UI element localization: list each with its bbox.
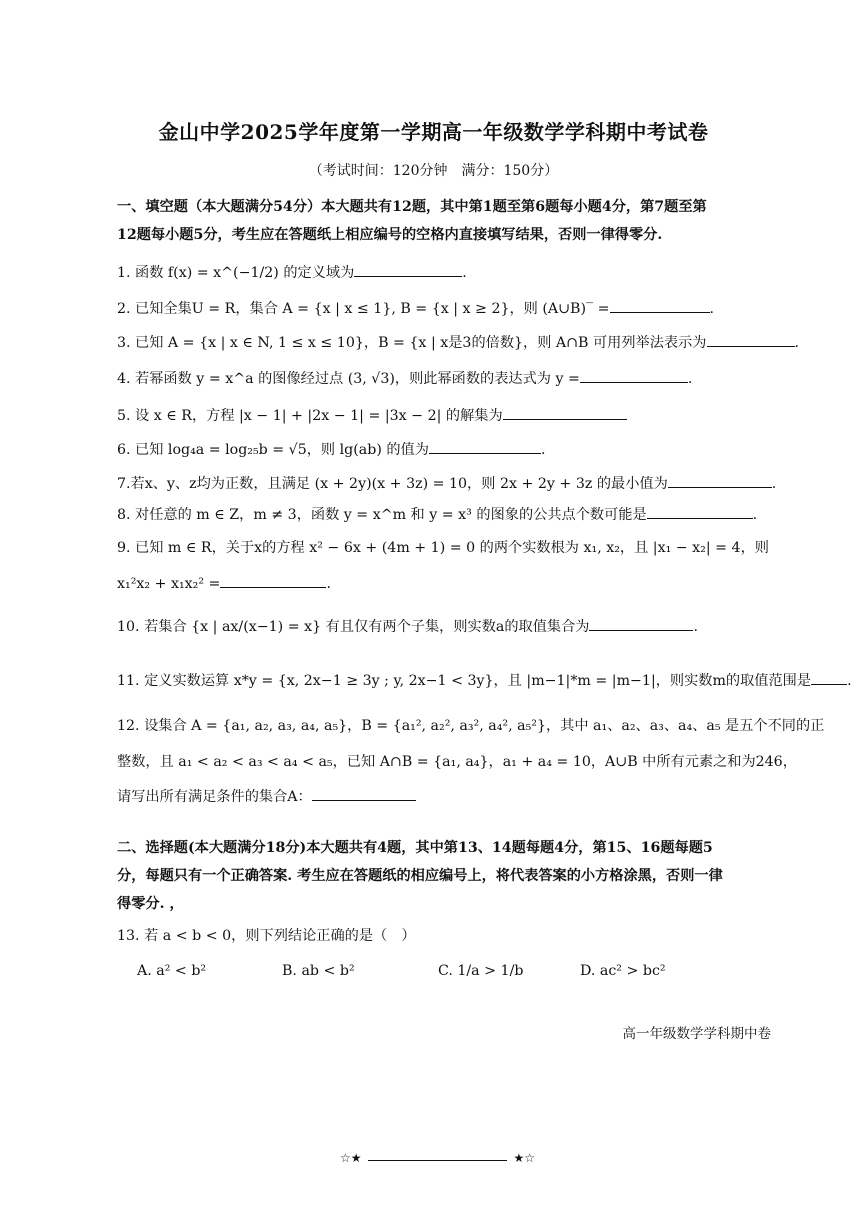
question-9-cont: x₁²x₂ + x₁x₂² = . xyxy=(117,573,772,594)
answer-blank xyxy=(580,368,688,383)
answer-blank xyxy=(220,573,326,588)
answer-blank xyxy=(312,786,416,801)
question-1-text: 1. 函数 f(x) = x^(−1/2) 的定义域为 xyxy=(117,265,355,281)
question-12-line1: 12. 设集合 A = {a₁, a₂, a₃, a₄, a₅}，B = {a₁², a₂², a₃², a₄², a₅²}，其中 a₁、a₂、a₃、a₄、a₅ 是五个不同的正 xyxy=(117,718,825,734)
question-10: 10. 若集合 {x | ax/(x−1) = x} 有且仅有两个子集，则实数a的取值集合为 . xyxy=(117,616,772,637)
section2-heading-line2: 分，每题只有一个正确答案. 考生应在答题纸的相应编号上，将代表答案的小方格涂黑，否则一律 xyxy=(117,868,723,884)
question-9-line2: x₁²x₂ + x₁x₂² = xyxy=(117,576,221,592)
question-5-text: 5. 设 x ∈ R，方程 |x − 1| + |2x − 1| = |3x − 2| 的解集为 xyxy=(117,408,503,424)
answer-blank xyxy=(668,473,772,488)
question-3: 3. 已知 A = {x | x ∈ N, 1 ≤ x ≤ 10}，B = {x | x是3的倍数}，则 A∩B 可用列举法表示为 . xyxy=(117,332,772,353)
question-12-cont xyxy=(117,752,797,772)
answer-blank xyxy=(503,405,627,420)
question-7: 7.若x、y、z均为正数，且满足 (x + 2y)(x + 3z) = 10，则 2x + 2y + 3z 的最小值为 . xyxy=(117,473,772,494)
answer-blank xyxy=(647,504,753,519)
question-8: 8. 对任意的 m ∈ Z，m ≠ 3，函数 y = x^m 和 y = x³ 的图象的公共点个数可能是 . xyxy=(117,504,772,525)
star-icon: ☆★ xyxy=(340,1151,362,1165)
question-12-line2: 整数，且 a₁ < a₂ < a₃ < a₄ < a₅，已知 A∩B = {a₁, a₄}，a₁ + a₄ = 10，A∪B 中所有元素之和为246， xyxy=(117,754,797,770)
question-12-line3: 请写出所有满足条件的集合A： xyxy=(117,789,312,805)
question-7-text: 7.若x、y、z均为正数，且满足 (x + 2y)(x + 3z) = 10，则 2x + 2y + 3z 的最小值为 xyxy=(117,476,668,492)
answer-blank xyxy=(589,616,693,631)
question-11-text: 11. 定义实数运算 x*y = {x, 2x−1 ≥ 3y ; y, 2x−1 < 3y}，且 |m−1|*m = |m−1|，则实数m的取值范围是 xyxy=(117,673,812,689)
question-8-text: 8. 对任意的 m ∈ Z，m ≠ 3，函数 y = x^m 和 y = x³ 的图象的公共点个数可能是 xyxy=(117,507,647,523)
question-2-text: 2. 已知全集U = R，集合 A = {x | x ≤ 1}, B = {x | x ≥ 2}，则 (A∪B)‾ = xyxy=(117,301,610,317)
question-12-cont2 xyxy=(117,786,772,807)
section2-heading-line1: 二、选择题(本大题满分18分)本大题共有4题，其中第13、14题每题4分，第15、16题每题5 xyxy=(117,840,713,856)
question-4: 4. 若幂函数 y = x^a 的图像经过点 (3, √3)，则此幂函数的表达式为 y = . xyxy=(117,368,772,389)
section1-heading-line2: 12题每小题5分，考生应在答题纸上相应编号的空格内直接填写结果，否则一律得零分. xyxy=(117,227,663,243)
section1-heading-line1: 一、填空题（本大题满分54分）本大题共有12题，其中第1题至第6题每小题4分，第7题至第 xyxy=(117,199,707,215)
answer-blank xyxy=(811,670,847,685)
question-1: 1. 函数 f(x) = x^(−1/2) 的定义域为 . xyxy=(117,262,772,283)
question-6: 6. 已知 log₄a = log₂₅b = √5，则 lg(ab) 的值为 . xyxy=(117,439,772,460)
question-9-line1: 9. 已知 m ∈ R，关于x的方程 x² − 6x + (4m + 1) = 0 的两个实数根为 x₁, x₂，且 |x₁ − x₂| = 4，则 xyxy=(117,540,769,556)
option-a: A. a² < b² xyxy=(137,963,207,979)
question-13-stem: 13. 若 a < b < 0，则下列结论正确的是（ ） xyxy=(117,928,416,944)
section1-heading xyxy=(117,193,772,249)
question-12 xyxy=(117,716,825,736)
option-b: B. ab < b² xyxy=(282,963,355,979)
question-3-text: 3. 已知 A = {x | x ∈ N, 1 ≤ x ≤ 10}，B = {x | x是3的倍数}，则 A∩B 可用列举法表示为 xyxy=(117,335,707,351)
exam-title: 金山中学2025学年度第一学期高一年级数学学科期中考试卷 xyxy=(158,120,709,144)
question-10-text: 10. 若集合 {x | ax/(x−1) = x} 有且仅有两个子集，则实数a的取值集合为 xyxy=(117,619,590,635)
star-icon: ★☆ xyxy=(513,1151,535,1165)
answer-blank xyxy=(354,262,462,277)
section2-heading-line3: 得零分. ， xyxy=(117,896,184,912)
question-6-text: 6. 已知 log₄a = log₂₅b = √5，则 lg(ab) 的值为 xyxy=(117,442,429,458)
page-decoration xyxy=(340,1151,535,1168)
option-c: C. 1/a > 1/b xyxy=(438,963,524,979)
question-4-text: 4. 若幂函数 y = x^a 的图像经过点 (3, √3)，则此幂函数的表达式为 y = xyxy=(117,371,580,387)
exam-subtitle: （考试时间：120分钟 满分：150分） xyxy=(308,163,559,179)
question-13 xyxy=(117,926,772,946)
answer-blank xyxy=(610,298,710,313)
question-9 xyxy=(117,538,772,558)
divider xyxy=(368,1160,507,1161)
question-11: 11. 定义实数运算 x*y = {x, 2x−1 ≥ 3y ; y, 2x−1 < 3y}，且 |m−1|*m = |m−1|，则实数m的取值范围是 . xyxy=(117,670,772,691)
answer-blank xyxy=(707,332,795,347)
footer-label: 高一年级数学学科期中卷 xyxy=(622,1026,771,1042)
question-5 xyxy=(117,405,772,426)
section2-heading xyxy=(117,834,772,918)
answer-blank xyxy=(429,439,541,454)
option-d: D. ac² > bc² xyxy=(580,963,666,979)
question-2: 2. 已知全集U = R，集合 A = {x | x ≤ 1}, B = {x | x ≥ 2}，则 (A∪B)‾ = . xyxy=(117,298,772,319)
